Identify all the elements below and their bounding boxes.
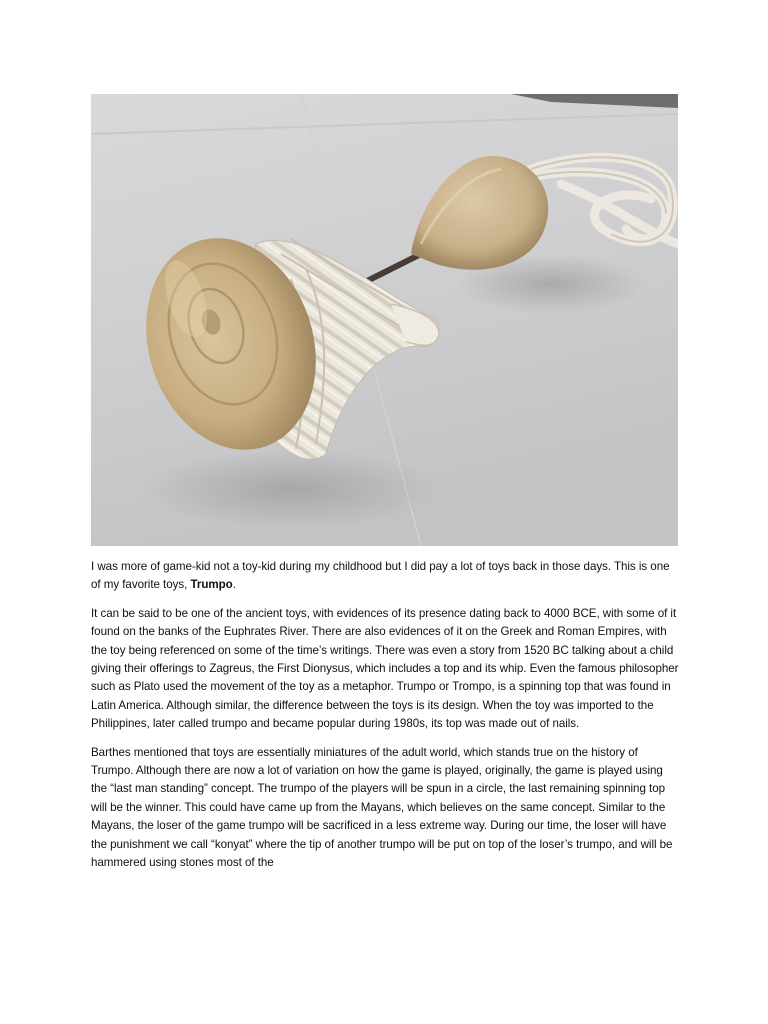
article-text — [91, 558, 681, 883]
trumpo-photo — [91, 94, 678, 546]
intro-period: . — [232, 578, 236, 592]
photo-icon — [91, 94, 678, 546]
paragraph-barthes: Barthes mentioned that toys are essentially miniatures of the adult world, which stands true on the history of Trumpo. Although there are now a lot of variation on how the game is played, originally, the game is played using the “last man standing” concept. The trumpo of the players will be spun in a circle, the last remaining spinning top will be the winner. This could have came up from the Mayans, which believes on the same concept. Similar to the Mayans, the loser of the game trumpo will be sacrificed in a less extreme way. During our time, the loser will have the punishment we call “konyat” where the tip of another trumpo will be put on top of the loser’s trumpo, and will be hammered using stones most of the — [91, 745, 673, 870]
paragraph-history: It can be said to be one of the ancient toys, with evidences of its presence dating back to 4000 BCE, with some of it found on the banks of the Euphrates River. There are also evidences of it on the Greek and Roman Empires, with the toy being referenced on some of the time’s writings. There was even a story from 1520 BC talking about a child giving their offerings to Zagreus, the First Dionysus, which includes a top and its whip. Even the famous philosopher such as Plato used the movement of the toy as a metaphor. Trumpo or Trompo, is a spinning top that was found in Latin America. Although similar, the difference between the toys is its design. When the toy was imported to the Philippines, later called trumpo and became popular during 1980s, its top was made out of nails. — [91, 606, 679, 731]
paragraph-intro — [91, 558, 681, 595]
trumpo-emphasis: Trumpo — [190, 578, 233, 592]
intro-text: I was more of game-kid not a toy-kid during my childhood but I did pay a lot of toys back in those days. This is one of my favorite toys, — [91, 560, 670, 592]
